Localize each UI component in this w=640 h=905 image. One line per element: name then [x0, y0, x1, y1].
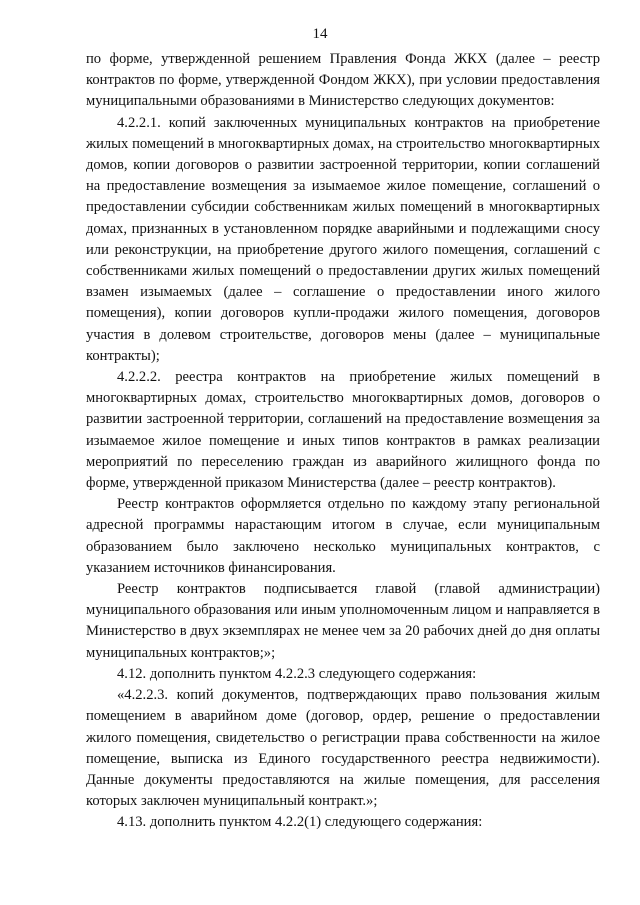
paragraph-registry-signing: Реестр контрактов подписывается главой (главой администрации) муниципального образования или иным уполномоченным лицом и направляется в Министерство в двух экземплярах не менее чем за 20 рабочих дней до дня оплаты муниципальных контрактов;»; [86, 581, 600, 661]
paragraph-continuation: по форме, утвержденной решением Правления Фонда ЖКХ (далее – реестр контрактов по форме, утвержденной Фондом ЖКХ), при условии предоставления муниципальными образованиями в Министерство следующих документов: [86, 51, 600, 110]
paragraph-4-2-2-2: 4.2.2.2. реестра контрактов на приобретение жилых помещений в многоквартирных домах, строительство многоквартирных домов, договоров о развитии застроенной территории, соглашений на предоставление возмещения за изымаемое жилое помещение и иных типов контрактов в рамках реализации мероприятий по переселению граждан из аварийного жилищного фонда по форме, утвержденной приказом Министерства (далее – реестр контрактов). [86, 369, 600, 492]
page-number: 14 [312, 26, 328, 42]
paragraph-4-12: 4.12. дополнить пунктом 4.2.2.3 следующего содержания: [117, 665, 477, 682]
document-body [86, 49, 600, 834]
paragraph-4-2-2-3: «4.2.2.3. копий документов, подтверждающих право пользования жилым помещением в аварийном доме (договор, ордер, решение о предоставлении жилого помещения, свидетельство о регистрации права собственности на жилое помещение, выписка из Единого государственного реестра недвижимости). Данные документы предоставляются на жилые помещения, для расселения которых заключен муниципальный контракт.»; [86, 687, 600, 810]
paragraph-4-2-2-1: 4.2.2.1. копий заключенных муниципальных контрактов на приобретение жилых помещений в многоквартирных домах, на строительство многоквартирных домов, копии договоров о развитии застроенной территории, копии соглашений на предоставление возмещения за изымаемое жилое помещение, соглашений о предоставлении субсидии собственникам жилых помещений в многоквартирных домах, признанных в установленном порядке аварийными и подлежащими сносу или реконструкции, на приобретение другого жилого помещения, соглашений с собственниками жилых помещений о предоставлении других жилых помещений взамен изымаемых (далее – соглашение о предоставлении иного жилого помещения), копии договоров купли-продажи жилого помещения, договоров участия в долевом строительстве, договоров мены (далее – муниципальные контракты); [86, 114, 600, 364]
paragraph-registry-formation: Реестр контрактов оформляется отдельно по каждому этапу региональной адресной программы нарастающим итогом в случае, если муниципальным образованием было заключено несколько муниципальных контрактов, с указанием источников финансирования. [86, 496, 600, 576]
paragraph-4-13: 4.13. дополнить пунктом 4.2.2(1) следующего содержания: [117, 814, 483, 831]
